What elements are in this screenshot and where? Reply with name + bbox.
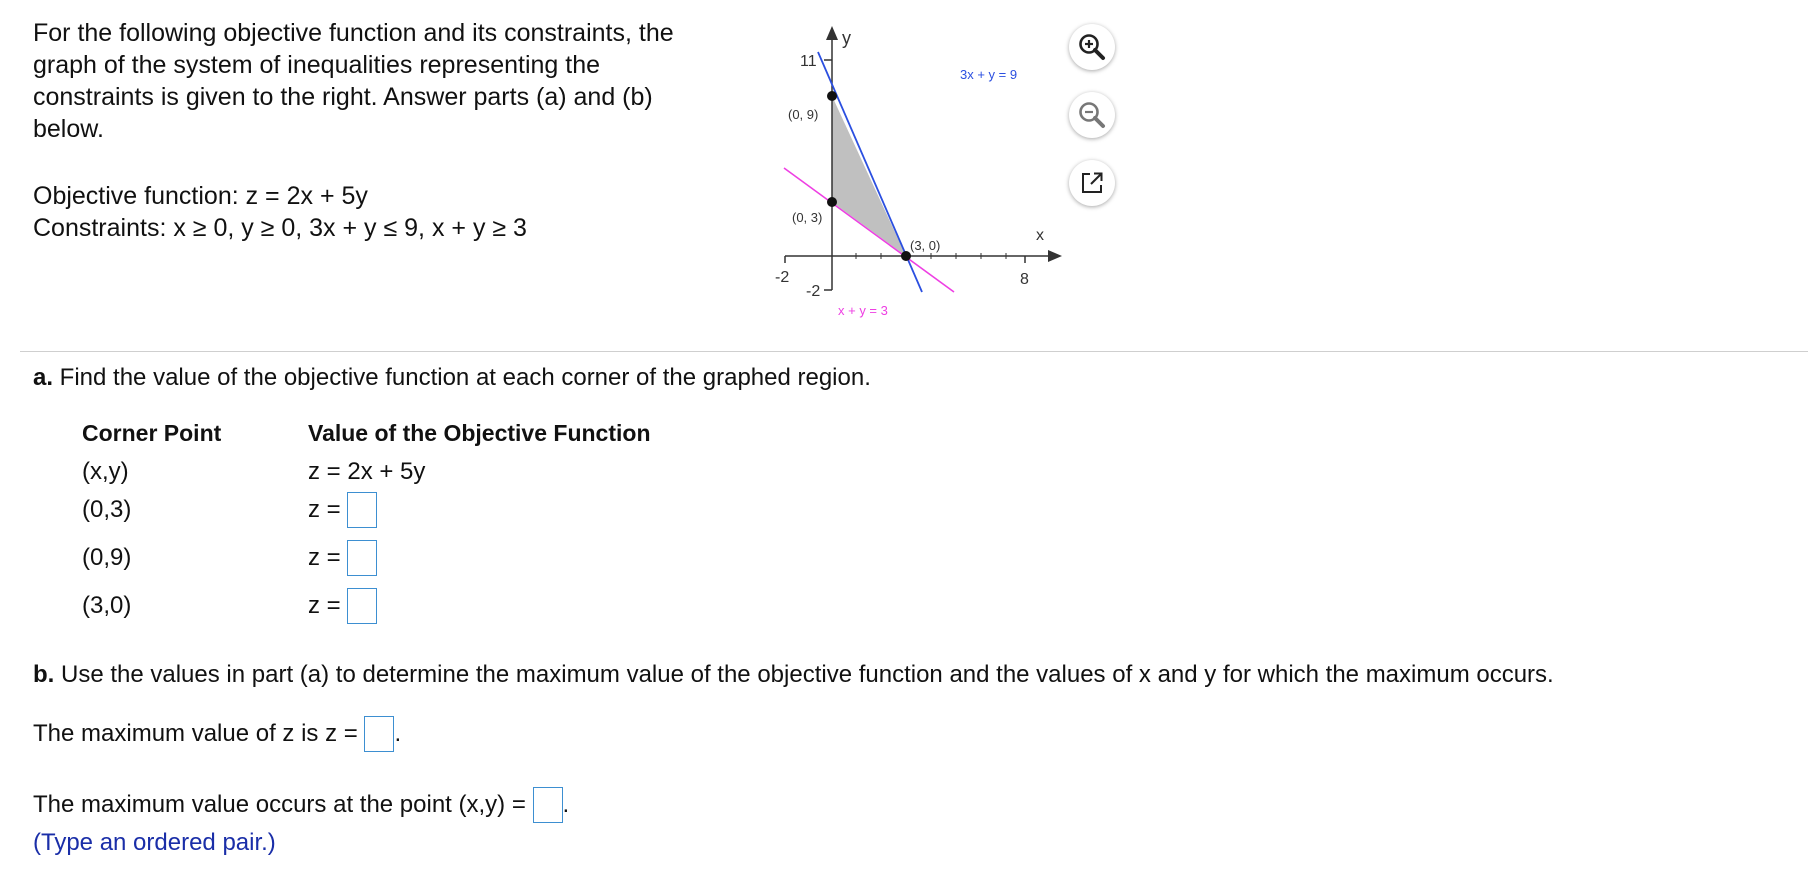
part-a-label: a. <box>33 364 54 391</box>
col-header-objective-value: Value of the Objective Function <box>308 420 651 446</box>
x-axis-arrow <box>1048 250 1062 262</box>
max-value-line <box>33 716 401 752</box>
y-max-label: 11 <box>800 53 817 70</box>
period: . <box>394 720 402 747</box>
zoom-in-button[interactable] <box>1069 24 1115 70</box>
col-header-corner-point: Corner Point <box>82 420 222 446</box>
line2-label: x + y = 3 <box>838 303 888 318</box>
max-value-prefix: The maximum value of z is z = <box>33 720 358 747</box>
corner-point-0-9 <box>827 91 837 101</box>
ordered-pair-hint: (Type an ordered pair.) <box>33 829 276 856</box>
corner-point-value: (0,9) <box>82 544 132 571</box>
max-value-input[interactable] <box>364 716 394 752</box>
max-point-prefix: The maximum value occurs at the point (x,y) = <box>33 791 526 818</box>
corner-point-value: (3,0) <box>82 592 132 619</box>
part-b-question <box>33 661 1554 689</box>
z-equals-label: z = <box>308 496 341 523</box>
part-b-label: b. <box>33 661 55 688</box>
point-0-9-label: (0, 9) <box>788 107 819 122</box>
z-answer-input-0-3[interactable] <box>347 492 377 528</box>
zoom-in-icon <box>1077 32 1107 62</box>
section-divider <box>20 351 1808 352</box>
corner-point-0-3 <box>827 197 837 207</box>
line1-label: 3x + y = 9 <box>960 67 1018 82</box>
corner-point-value: (0,3) <box>82 496 132 523</box>
z-answer-input-0-9[interactable] <box>347 540 377 576</box>
col-sub-xy: (x,y) <box>82 458 129 485</box>
y-axis-arrow <box>826 26 838 40</box>
problem-statement <box>33 17 723 244</box>
part-b-text: Use the values in part (a) to determine the maximum value of the objective function and the values of x and y for which the maximum occurs. <box>54 661 1554 688</box>
zoom-out-icon <box>1077 100 1107 130</box>
popout-button[interactable] <box>1069 160 1115 206</box>
y-min-label: -2 <box>806 283 821 300</box>
z-equals-label: z = <box>308 592 341 619</box>
objective-function-text: Objective function: z = 2x + 5y <box>33 182 368 210</box>
problem-intro-text: For the following objective function and its constraints, the graph of the system of inequalities representing the constraints is given to the right. Answer parts (a) and (b) below. <box>33 19 674 143</box>
max-point-line <box>33 787 569 823</box>
z-answer-input-3-0[interactable] <box>347 588 377 624</box>
part-a-question <box>33 364 871 392</box>
point-3-0-label: (3, 0) <box>910 238 941 253</box>
max-point-input[interactable] <box>533 787 563 823</box>
part-a-text: Find the value of the objective function at each corner of the graphed region. <box>53 364 871 391</box>
x-min-label: -2 <box>775 269 790 286</box>
z-equals-label: z = <box>308 544 341 571</box>
zoom-out-button[interactable] <box>1069 92 1115 138</box>
popout-icon <box>1079 170 1105 196</box>
constraint-graph <box>770 20 1070 325</box>
point-0-3-label: (0, 3) <box>792 210 823 225</box>
x-max-label: 8 <box>1020 271 1029 288</box>
feasible-region <box>832 96 906 256</box>
period: . <box>562 791 570 818</box>
col-sub-objective: z = 2x + 5y <box>308 458 426 485</box>
constraints-text: Constraints: x ≥ 0, y ≥ 0, 3x + y ≤ 9, x + y ≥ 3 <box>33 214 527 242</box>
x-axis-label: x <box>1036 227 1044 244</box>
y-axis-label: y <box>842 28 851 48</box>
